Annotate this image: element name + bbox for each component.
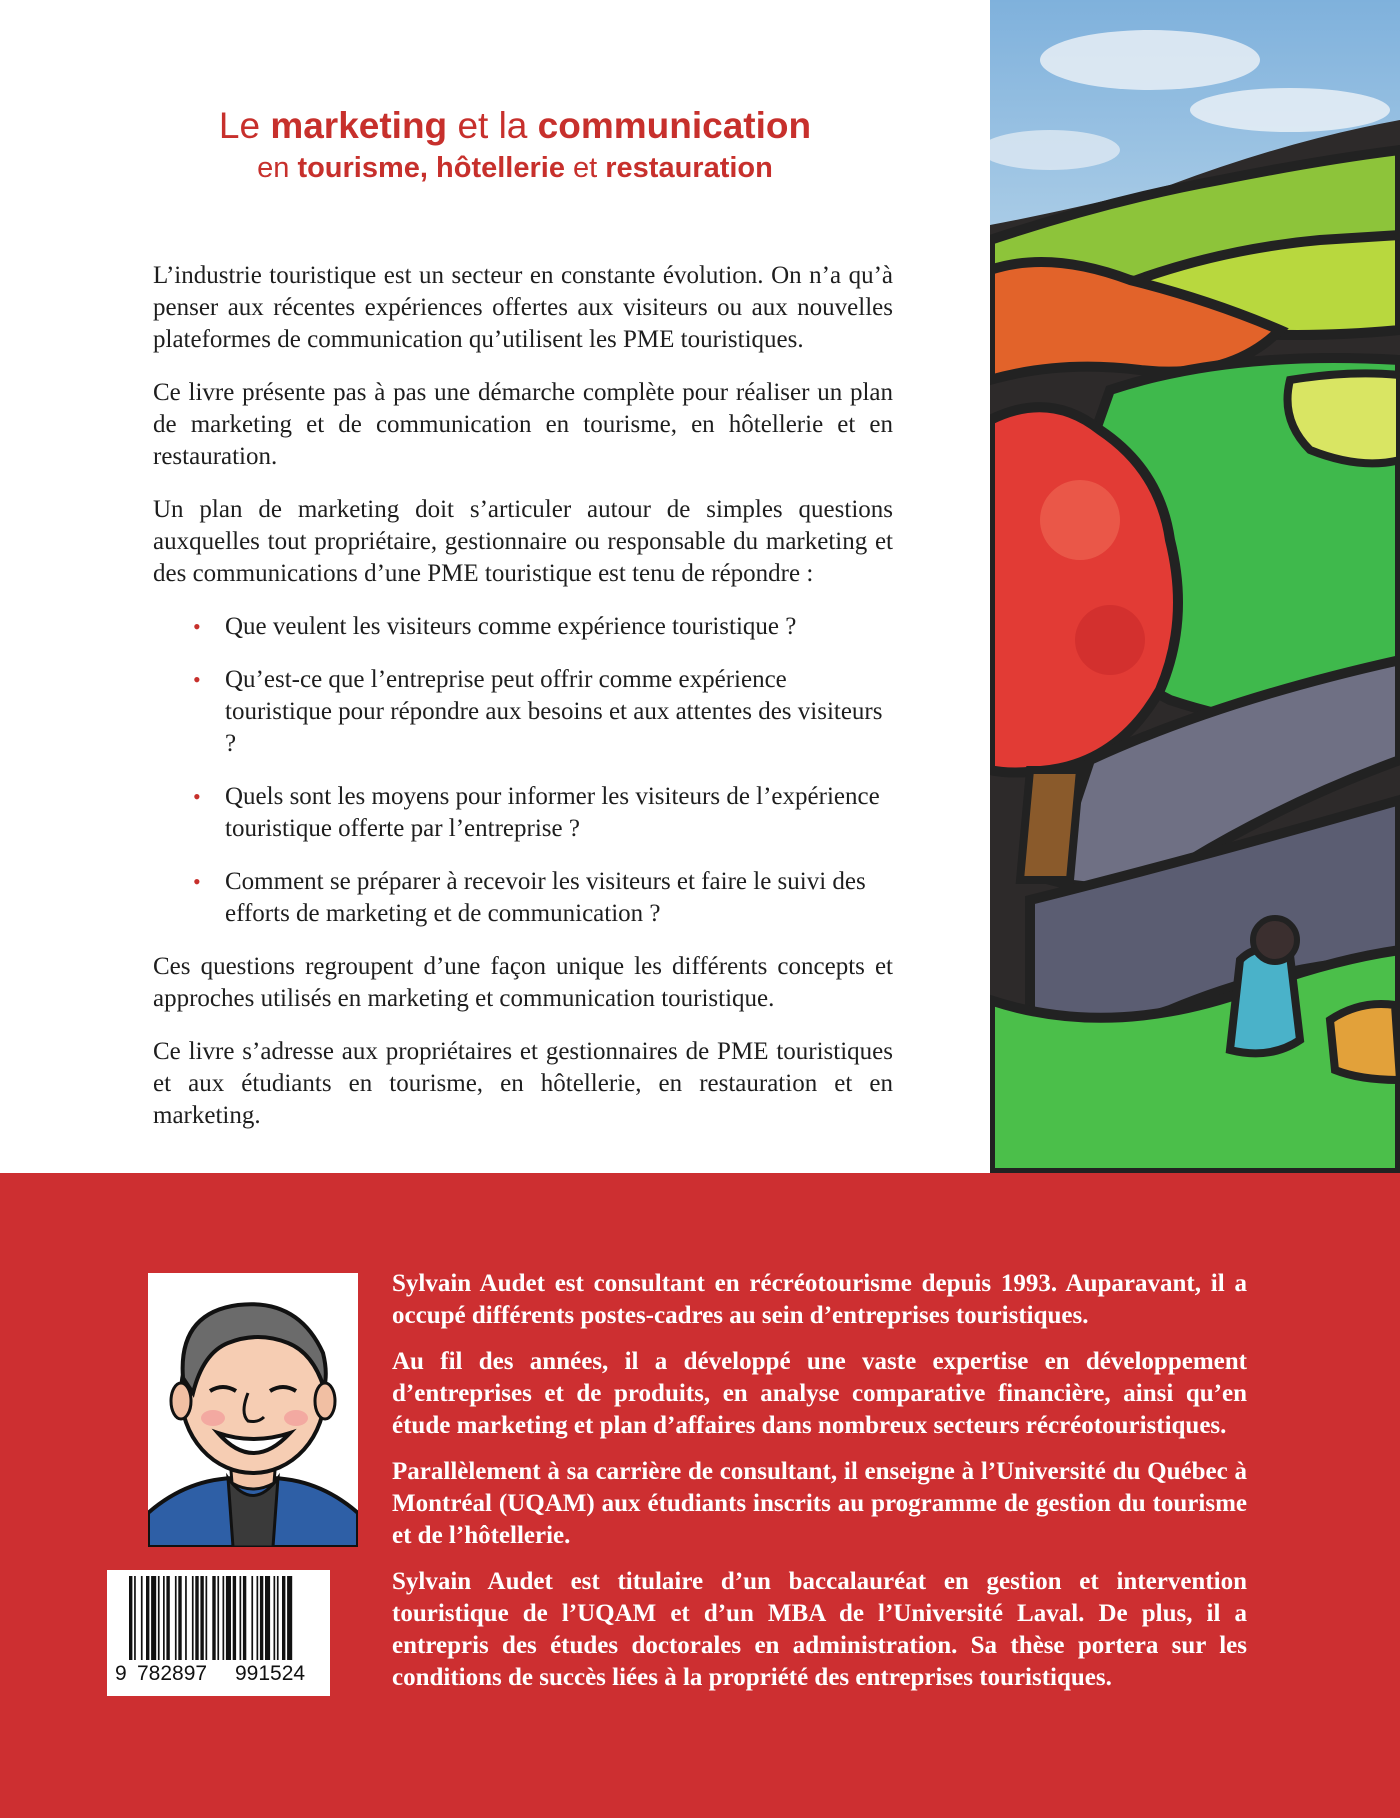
- barcode-digits-left: 782897: [137, 1662, 208, 1685]
- question-text: Comment se préparer à recevoir les visiteurs et faire le suivi des efforts de marketing et de communication ?: [225, 868, 866, 927]
- author-caricature: [148, 1273, 358, 1547]
- barcode-bar: [129, 1576, 132, 1660]
- bullet-icon: •: [193, 667, 201, 692]
- question-text: Quels sont les moyens pour informer les visiteurs de l’expérience touristique offerte par l’entreprise ?: [225, 783, 880, 842]
- barcode-bar: [195, 1576, 198, 1660]
- question-item: [193, 611, 893, 643]
- barcode-bar: [158, 1576, 160, 1660]
- barcode-bar: [200, 1576, 203, 1660]
- intro-paragraph: Ce livre présente pas à pas une démarche complète pour réaliser un plan de marketing et de communication en tourisme, en hôtellerie et en restauration.: [153, 379, 893, 470]
- barcode-bar: [192, 1576, 194, 1660]
- barcode-bar: [233, 1576, 236, 1660]
- landscape-painting: [990, 0, 1400, 1173]
- question-text: Que veulent les visiteurs comme expérience touristique ?: [225, 613, 797, 640]
- question-text: Qu’est-ce que l’entreprise peut offrir comme expérience touristique pour répondre aux besoins et aux attentes des visiteurs ?: [225, 666, 883, 757]
- barcode-bar: [265, 1576, 270, 1660]
- bullet-icon: •: [193, 869, 201, 894]
- question-item: [193, 664, 893, 760]
- barcode-digit-lead: 9: [115, 1662, 127, 1685]
- barcode-bar: [178, 1576, 181, 1660]
- bio-paragraph: Sylvain Audet est consultant en récréotourisme depuis 1993. Auparavant, il a occupé différents postes-cadres au sein d’entreprises touristiques.: [392, 1270, 1247, 1329]
- barcode-bar: [260, 1576, 263, 1660]
- barcode-bar: [166, 1576, 169, 1660]
- bullet-icon: •: [193, 614, 201, 639]
- title-text: Le: [218, 105, 271, 146]
- barcode-bar: [223, 1576, 225, 1660]
- book-description: [153, 260, 893, 1153]
- barcode-bar: [287, 1576, 292, 1660]
- question-item: [193, 866, 893, 930]
- author-bio: [392, 1268, 1247, 1708]
- barcode-bars: [107, 1570, 330, 1662]
- barcode-bar: [274, 1576, 276, 1660]
- book-title: [150, 104, 880, 188]
- barcode-bar: [146, 1576, 149, 1660]
- bullet-icon: •: [193, 784, 201, 809]
- bio-paragraph: Au fil des années, il a développé une vaste expertise en développement d’entreprises et de produits, en analyse comparative financière, ainsi qu’en étude marketing et plan d’affaires dans nombreux secteurs récréotouristiques.: [392, 1348, 1247, 1439]
- question-item: [193, 781, 893, 845]
- title-emphasis: marketing: [270, 105, 448, 146]
- closing-paragraph: Ces questions regroupent d’une façon unique les différents concepts et approches utilisés en marketing et communication touristique.: [153, 953, 893, 1012]
- barcode-bar: [175, 1576, 177, 1660]
- barcode-digits-right: 991524: [235, 1662, 306, 1685]
- title-emphasis: communication: [537, 105, 812, 146]
- barcode-digits: [107, 1662, 330, 1690]
- bio-paragraph: Parallèlement à sa carrière de consultant, il enseigne à l’Université du Québec à Montréal (UQAM) aux étudiants inscrits au programme de gestion du tourisme et de l’hôtellerie.: [392, 1458, 1247, 1549]
- painting-image: [990, 0, 1400, 1173]
- barcode-bar: [226, 1576, 231, 1660]
- description-panel: [0, 0, 990, 1173]
- intro-paragraph: L’industrie touristique est un secteur en constante évolution. On n’a qu’à penser aux récentes expériences offertes aux visiteurs ou aux nouvelles plateformes de communication qu’utilisent les PME touristiques.: [153, 262, 893, 353]
- title-line-2: [150, 148, 880, 188]
- barcode-bar: [212, 1576, 215, 1660]
- bio-paragraph: Sylvain Audet est titulaire d’un baccalauréat en gestion et intervention touristique de l’UQAM et d’un MBA de l’Université Laval. De plus, il a entrepris des études doctorales en administration. Sa thèse portera sur les conditions de succès liées à la propriété des entreprises touristiques.: [392, 1568, 1247, 1691]
- title-text: et: [564, 152, 606, 184]
- barcode-bar: [141, 1576, 143, 1660]
- barcode-bar: [134, 1576, 136, 1660]
- barcode-bar: [257, 1576, 259, 1660]
- title-emphasis: restauration: [605, 152, 773, 184]
- title-text: et la: [447, 105, 538, 146]
- intro-paragraph: Un plan de marketing doit s’articuler autour de simples questions auxquelles tout propriétaire, gestionnaire ou responsable du marketing et des communications d’une PME touristique est tenu de répondre :: [153, 496, 893, 587]
- barcode-bar: [243, 1576, 246, 1660]
- closing-paragraph: Ce livre s’adresse aux propriétaires et gestionnaires de PME touristiques et aux étudiants en tourisme, en hôtellerie, en restauration et en marketing.: [153, 1038, 893, 1129]
- barcode-bar: [151, 1576, 156, 1660]
- barcode-bar: [217, 1576, 219, 1660]
- isbn-barcode: [107, 1570, 330, 1696]
- barcode-bar: [282, 1576, 285, 1660]
- barcode-bar: [240, 1576, 242, 1660]
- barcode-bar: [206, 1576, 208, 1660]
- barcode-bar: [163, 1576, 165, 1660]
- title-text: en: [257, 152, 298, 184]
- author-portrait: [148, 1273, 358, 1547]
- title-emphasis: tourisme, hôtellerie: [297, 152, 565, 184]
- barcode-bar: [277, 1576, 279, 1660]
- title-line-1: [150, 104, 880, 148]
- barcode-bar: [251, 1576, 253, 1660]
- barcode-bar: [185, 1576, 187, 1660]
- question-list: [153, 611, 893, 930]
